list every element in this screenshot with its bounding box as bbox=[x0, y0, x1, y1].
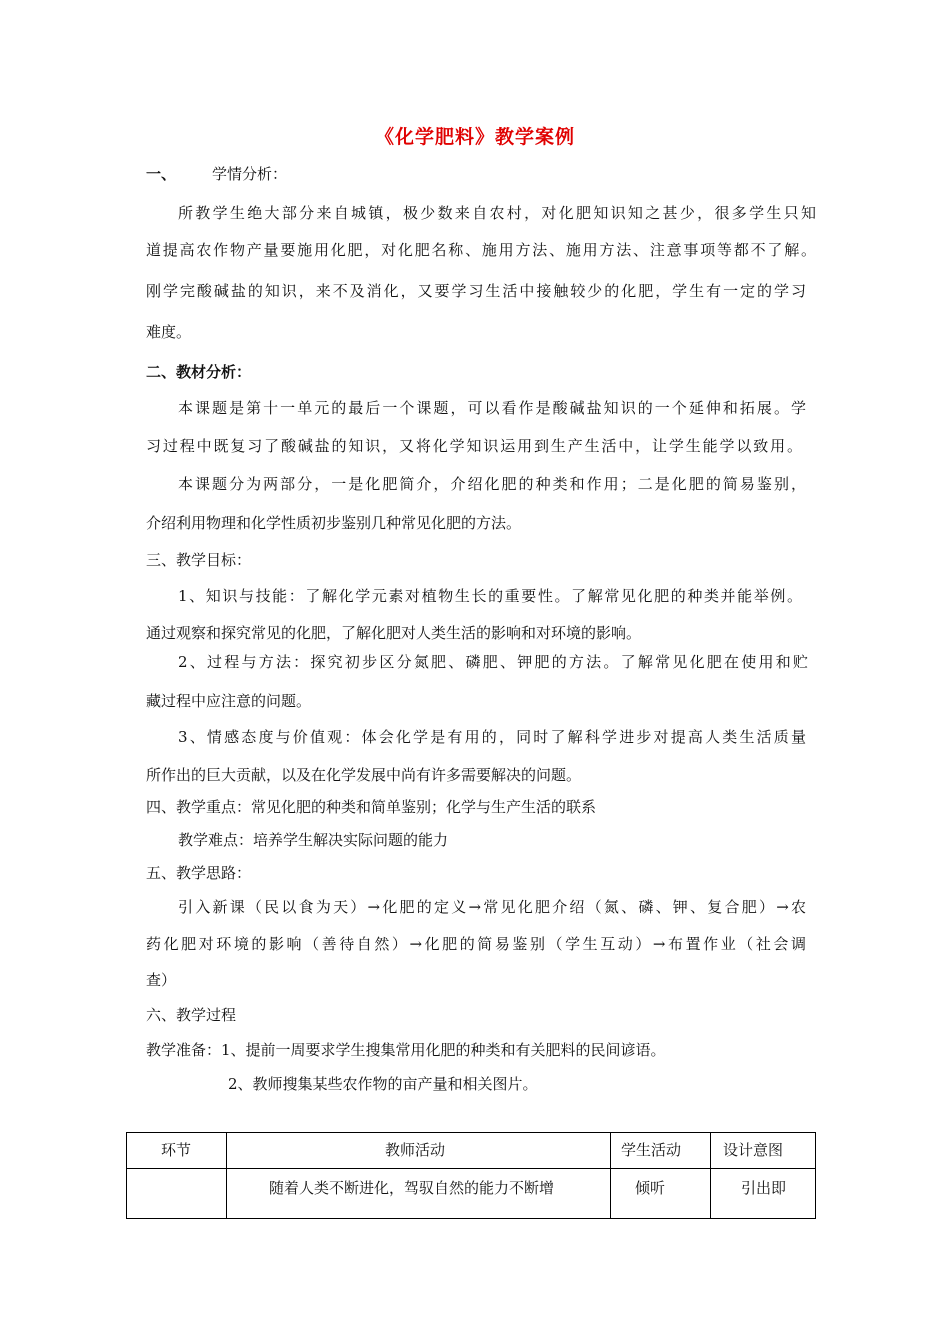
paragraph-line: 道提高农作物产量要施用化肥，对化肥名称、施用方法、施用方法、注意事项等都不了解。 bbox=[146, 241, 816, 259]
section-3-heading: 三、教学目标： bbox=[146, 551, 252, 569]
paragraph-line: 通过观察和探究常见的化肥，了解化肥对人类生活的影响和对环境的影响。 bbox=[146, 624, 642, 642]
paragraph-line: 难度。 bbox=[146, 323, 192, 341]
paragraph-line: 藏过程中应注意的问题。 bbox=[146, 692, 312, 710]
section-1-number: 一、 bbox=[146, 165, 177, 183]
paragraph-line: 刚学完酸碱盐的知识，来不及消化，又要学习生活中接触较少的化肥，学生有一定的学习 bbox=[146, 282, 806, 300]
section-2-heading: 二、教材分析： bbox=[146, 363, 252, 381]
paragraph-line: 3、情感态度与价值观：体会化学是有用的，同时了解科学进步对提高人类生活质量 bbox=[178, 728, 806, 746]
paragraph-line: 1、知识与技能：了解化学元素对植物生长的重要性。了解常见化肥的种类并能举例。 bbox=[178, 587, 802, 605]
cell-text: 引出即 bbox=[741, 1179, 787, 1197]
table-cell bbox=[227, 1169, 611, 1219]
paragraph-line: 所作出的巨大贡献，以及在化学发展中尚有许多需要解决的问题。 bbox=[146, 766, 582, 784]
paragraph-line: 所教学生绝大部分来自城镇，极少数来自农村，对化肥知识知之甚少，很多学生只知 bbox=[178, 204, 816, 222]
document-title: 《化学肥料》教学案例 bbox=[374, 126, 575, 148]
header-label: 学生活动 bbox=[621, 1141, 682, 1159]
table-cell bbox=[127, 1169, 227, 1219]
section-5-heading: 五、教学思路： bbox=[146, 864, 252, 882]
preparation-line: 2、教师搜集某些农作物的亩产量和相关图片。 bbox=[228, 1075, 538, 1093]
table-header-row bbox=[127, 1133, 816, 1169]
header-label: 设计意图 bbox=[723, 1141, 784, 1159]
paragraph-line: 引入新课（民以食为天）→化肥的定义→常见化肥介绍（氮、磷、钾、复合肥）→农 bbox=[178, 898, 806, 916]
table-header-cell bbox=[711, 1133, 816, 1169]
paragraph-line: 习过程中既复习了酸碱盐的知识，又将化学知识运用到生产生活中，让学生能学以致用。 bbox=[146, 437, 802, 455]
preparation-line: 教学准备：1、提前一周要求学生搜集常用化肥的种类和有关肥料的民间谚语。 bbox=[146, 1041, 666, 1059]
table-header-cell bbox=[227, 1133, 611, 1169]
section-6-heading: 六、教学过程 bbox=[146, 1006, 237, 1024]
table-row bbox=[127, 1169, 816, 1219]
section-1-heading: 学情分析： bbox=[212, 165, 288, 183]
difficult-points: 教学难点：培养学生解决实际问题的能力 bbox=[178, 831, 449, 849]
paragraph-line: 本课题是第十一单元的最后一个课题，可以看作是酸碱盐知识的一个延伸和拓展。学 bbox=[178, 399, 806, 417]
paragraph-line: 2、过程与方法：探究初步区分氮肥、磷肥、钾肥的方法。了解常见化肥在使用和贮 bbox=[178, 653, 808, 671]
key-points: 四、教学重点：常见化肥的种类和简单鉴别；化学与生产生活的联系 bbox=[146, 798, 597, 816]
header-label: 环节 bbox=[161, 1141, 192, 1159]
cell-text: 倾听 bbox=[635, 1179, 666, 1197]
paragraph-line: 介绍利用物理和化学性质初步鉴别几种常见化肥的方法。 bbox=[146, 514, 522, 532]
paragraph-line: 本课题分为两部分，一是化肥简介，介绍化肥的种类和作用；二是化肥的简易鉴别， bbox=[178, 475, 806, 493]
paragraph-line: 查） bbox=[146, 971, 177, 989]
table-header-cell bbox=[611, 1133, 711, 1169]
cell-text: 随着人类不断进化，驾驭自然的能力不断增 bbox=[269, 1179, 555, 1197]
paragraph-line: 药化肥对环境的影响（善待自然）→化肥的简易鉴别（学生互动）→布置作业（社会调 bbox=[146, 935, 806, 953]
table-cell bbox=[611, 1169, 711, 1219]
table-cell bbox=[711, 1169, 816, 1219]
table-header-cell bbox=[127, 1133, 227, 1169]
teaching-process-table bbox=[126, 1132, 816, 1219]
header-label: 教师活动 bbox=[385, 1141, 446, 1159]
